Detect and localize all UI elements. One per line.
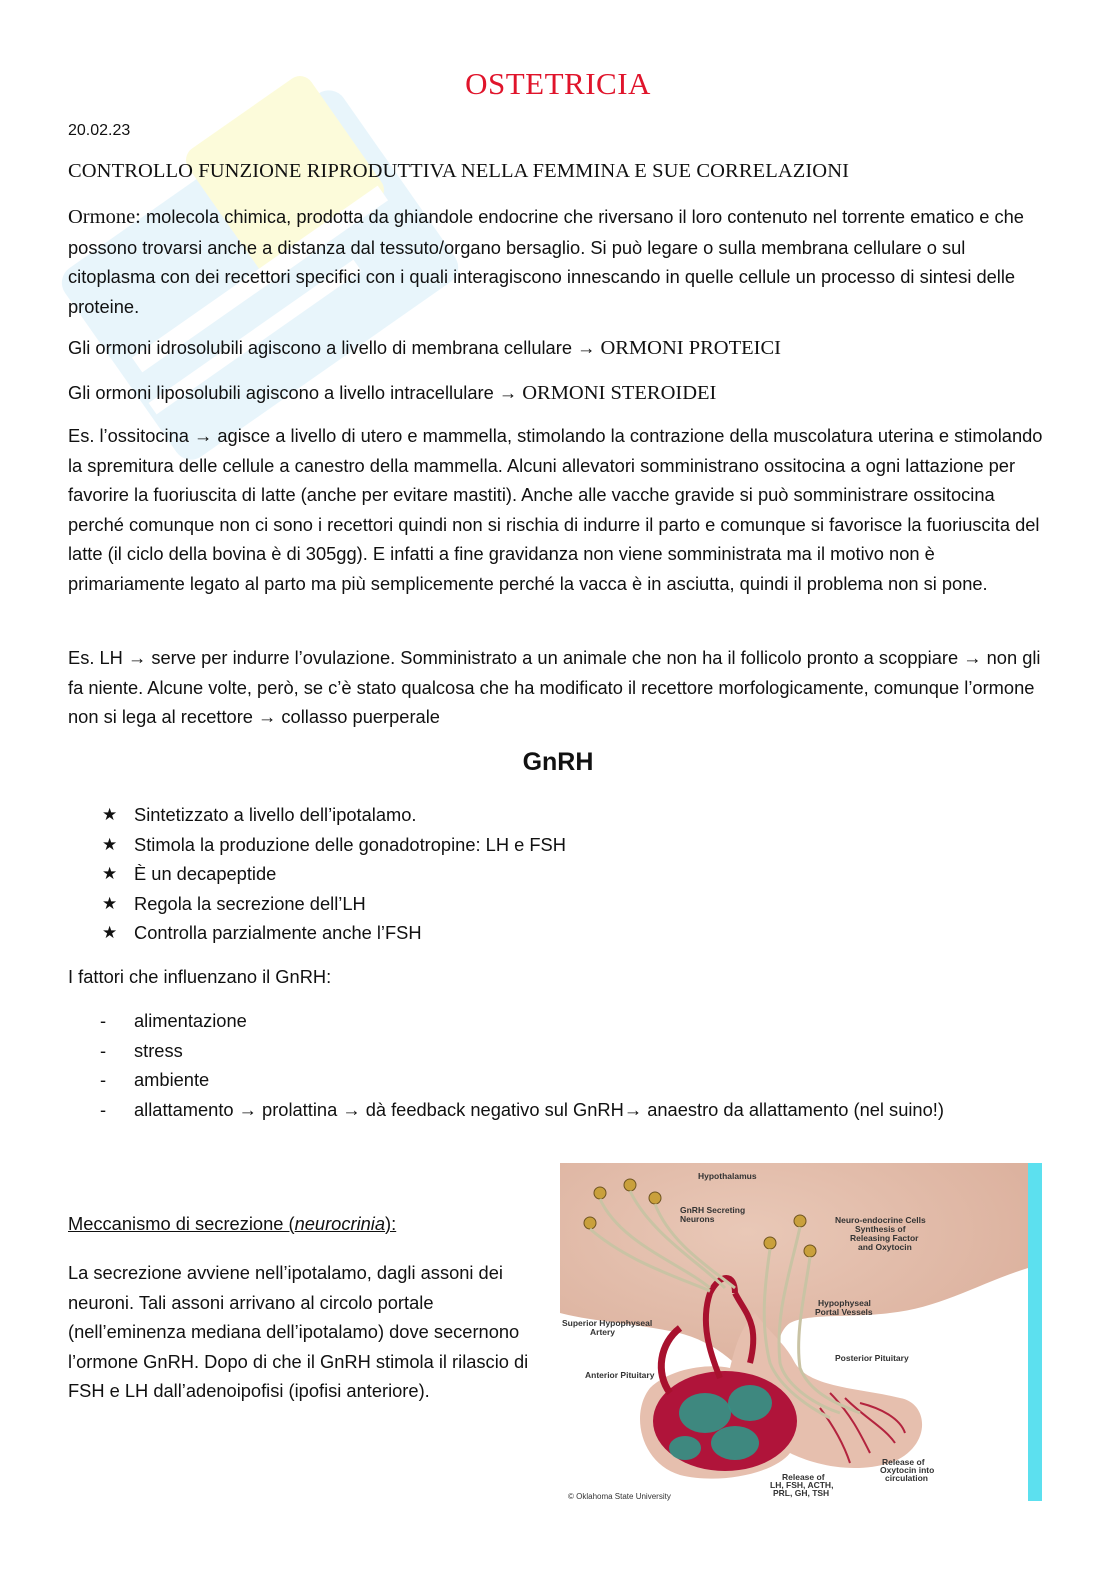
label-gnrh-neurons: Neurons [680,1214,715,1224]
label-release-hormones: Release of [782,1472,825,1482]
ossitocina-paragraph [68,421,1048,598]
star-icon: ★ [102,864,118,883]
label-release-oxytocin: Oxytocin into [880,1465,935,1475]
mechanism-title [68,1213,396,1235]
gnrh-bullet-list [102,800,566,948]
arrow-icon: → [194,425,213,446]
list-item-text: alimentazione [134,1010,247,1031]
label-neuro-endocrine: Releasing Factor [850,1233,919,1243]
hydro-text: Gli ormoni idrosolubili agiscono a livello di membrana cellulare [68,337,578,358]
lipo-result: ORMONI STEROIDEI [522,382,717,404]
label-release-hormones: LH, FSH, ACTH, [770,1480,834,1490]
cell-cluster [669,1436,701,1460]
list-item-text: stress [134,1039,183,1061]
cell-cluster [711,1426,759,1460]
dash-bullet: - [100,1069,107,1090]
label-superior-artery: Artery [590,1327,616,1337]
ossitocina-text: agisce a livello di utero e mammella, stimolando la contrazione della muscolatura uterina e stimolando la spremitura delle cellule a canestro della mammella. Alcuni allevatori somministrano ossitocina a ogni lattazione per favorire la fuoriuscita di latte (anche per evitare mastiti). Anche alle vacche gravide si può somministrare ossitocina perché comunque non ci sono i recettori quindi non si rischia di indurre il parto e comunque si favorisce la fuoriuscita del latte (il ciclo della bovina è di 305gg). E infatti a fine gravidanza non viene somministrata ma il motivo non è primariamente legato al parto ma più semplicemente perché la vacca è in asciutta, quindi il problema non si pone. [68,425,1043,594]
list-item-text: Controlla parzialmente anche l’FSH [134,922,422,943]
cell-cluster [679,1393,731,1433]
label-release-hormones: PRL, GH, TSH [773,1488,830,1498]
list-item [100,1006,1000,1036]
ormone-paragraph [68,202,1048,321]
list-item-text: ambiente [134,1069,210,1090]
label-neuro-endocrine: Neuro-endocrine Cells [835,1215,926,1225]
list-item [100,1065,1000,1095]
label-release-oxytocin: Release of [882,1457,925,1467]
label-portal-vessels: Hypophyseal [818,1298,871,1308]
mechanism-text: La secrezione avviene nell’ipotalamo, dagli assoni dei neuroni. Tali assoni arrivano al circolo portale (nell’eminenza mediana dell’ipotalamo) dove secernono l’ormone GnRH. Dopo di che il GnRH stimola il rilascio di FSH e LH dall’adenoipofisi (ipofisi anteriore). [68,1262,529,1401]
ossitocina-lead: Es. l’ossitocina [68,425,194,446]
page-title: OSTETRICIA [465,66,651,101]
ormone-term: Ormone: [68,206,141,228]
dash-bullet: - [100,1010,107,1031]
arrow-icon: → [258,706,277,727]
list-item-text: Regola la secrezione dell’LH [134,892,366,914]
label-superior-artery: Superior Hypophyseal [562,1318,653,1328]
lh-text: non gli fa niente. Alcune volte, però, se c’è stato qualcosa che ha modificato il recettore morfologicamente, comunque l’ormone non si lega al recettore [68,647,1041,727]
star-icon: ★ [102,893,118,913]
list-item [102,830,566,860]
label-hypothalamus: Hypothalamus [698,1171,757,1181]
hydro-paragraph [68,333,1048,364]
list-item [102,889,566,919]
arrow-icon: → [127,647,147,668]
figure-credit: © Oklahoma State University [568,1492,671,1501]
arrow-icon: → [498,382,518,403]
section-heading: CONTROLLO FUNZIONE RIPRODUTTIVA NELLA FEMMINA E SUE CORRELAZIONI [68,160,850,182]
hydro-result: ORMONI PROTEICI [600,337,781,359]
star-icon: ★ [102,834,118,854]
list-item [100,1095,1000,1125]
lipo-text: Gli ormoni liposolubili agiscono a livello intracellulare [68,382,499,403]
list-item-text: allattamento [134,1098,239,1120]
label-neuro-endocrine: Synthesis of [855,1224,906,1234]
arrow-icon: → [623,1098,643,1120]
arrow-icon: → [238,1098,257,1120]
label-anterior-pituitary: Anterior Pituitary [585,1370,655,1380]
ormone-definition: molecola chimica, prodotta da ghiandole endocrine che riversano il loro contenuto nel torrente ematico e che possono trovarsi anche a distanza dal tessuto/organo bersaglio. Si può legare o sulla membrana cellulare o sul citoplasma con dei recettori specifici con i quali interagiscono innescando in quelle cellule un processo di sintesi delle proteine. [68,206,1024,317]
arrow-icon: → [342,1098,361,1120]
lipo-paragraph [68,378,1048,409]
label-posterior-pituitary: Posterior Pituitary [835,1353,909,1363]
list-item-text: È un decapeptide [134,863,277,884]
factors-intro: I fattori che influenzano il GnRH: [68,966,332,987]
list-item-text: Sintetizzato a livello dell’ipotalamo. [134,804,417,825]
list-item-text: prolattina [256,1098,343,1120]
list-item [100,1036,1000,1066]
star-icon: ★ [102,805,118,824]
label-gnrh-neurons: GnRH Secreting [680,1205,746,1215]
gnrh-heading: GnRH [522,748,594,776]
lh-text: Es. LH [68,647,128,668]
list-item [102,918,566,948]
dash-bullet: - [100,1098,107,1120]
list-item [102,859,566,889]
list-item [102,800,566,830]
lh-text: collasso puerperale [276,706,440,727]
label-neuro-endocrine: and Oxytocin [858,1242,912,1252]
dash-bullet: - [100,1039,107,1061]
arrow-icon: → [577,337,596,358]
figure-border [1028,1163,1042,1501]
mechanism-title-text: ): [385,1213,397,1234]
list-item-text: anaestro da allattamento (nel suino!) [642,1098,944,1120]
label-portal-vessels: Portal Vessels [815,1307,873,1317]
mechanism-title-emphasis: neurocrinia [294,1213,386,1234]
date: 20.02.23 [68,122,131,139]
arrow-icon: → [963,647,982,668]
star-icon: ★ [102,923,118,942]
list-item-text: dà feedback negativo sul GnRH [360,1098,624,1120]
label-release-oxytocin: circulation [885,1473,928,1483]
list-item-text: Stimola la produzione delle gonadotropine: LH e FSH [134,833,566,855]
lh-paragraph [68,643,1048,732]
mechanism-title-text: Meccanismo di secrezione ( [68,1213,295,1234]
pituitary-diagram [560,1163,1042,1501]
factors-list [100,1006,1000,1124]
cell-cluster [728,1385,772,1421]
lh-text: serve per indurre l’ovulazione. Somministrato a un animale che non ha il follicolo pronto a scoppiare [146,647,964,668]
